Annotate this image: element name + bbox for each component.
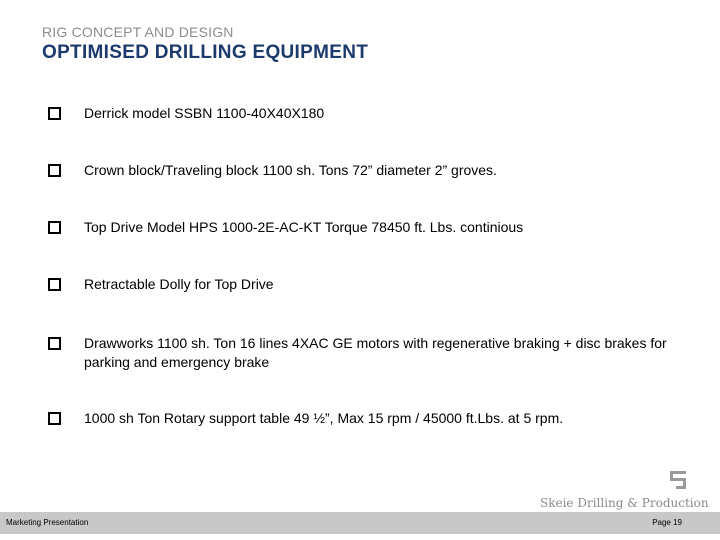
list-item-text: Derrick model SSBN 1100-40X40X180 bbox=[84, 105, 325, 121]
list-item bbox=[48, 334, 698, 372]
list-item bbox=[48, 161, 497, 180]
list-item bbox=[48, 104, 324, 123]
section-subtitle: RIG CONCEPT AND DESIGN bbox=[42, 24, 234, 40]
list-item-text: Crown block/Traveling block 1100 sh. Tons 72” diameter 2” groves. bbox=[84, 162, 497, 178]
footer-label: Marketing Presentation bbox=[6, 518, 89, 527]
checkbox-bullet-icon bbox=[48, 278, 61, 291]
list-item bbox=[48, 218, 523, 237]
list-item-text: Top Drive Model HPS 1000-2E-AC-KT Torque 78450 ft. Lbs. continious bbox=[84, 219, 524, 235]
page-number: Page 19 bbox=[652, 518, 682, 527]
skeie-logo-icon bbox=[670, 471, 686, 489]
checkbox-bullet-icon bbox=[48, 337, 61, 350]
list-item-text: 1000 sh Ton Rotary support table 49 ½”, Max 15 rpm / 45000 ft.Lbs. at 5 rpm. bbox=[84, 410, 564, 426]
footer-bar bbox=[0, 512, 720, 534]
page-title: OPTIMISED DRILLING EQUIPMENT bbox=[42, 42, 369, 63]
list-item bbox=[48, 409, 563, 428]
list-item bbox=[48, 275, 274, 294]
checkbox-bullet-icon bbox=[48, 221, 61, 234]
checkbox-bullet-icon bbox=[48, 412, 61, 425]
company-name: Skeie Drilling & Production bbox=[540, 496, 709, 510]
list-item-text: Retractable Dolly for Top Drive bbox=[84, 276, 274, 292]
checkbox-bullet-icon bbox=[48, 107, 61, 120]
checkbox-bullet-icon bbox=[48, 164, 61, 177]
list-item-text: Drawworks 1100 sh. Ton 16 lines 4XAC GE motors with regenerative braking + disc brakes for parking and emergency brake bbox=[84, 335, 667, 370]
